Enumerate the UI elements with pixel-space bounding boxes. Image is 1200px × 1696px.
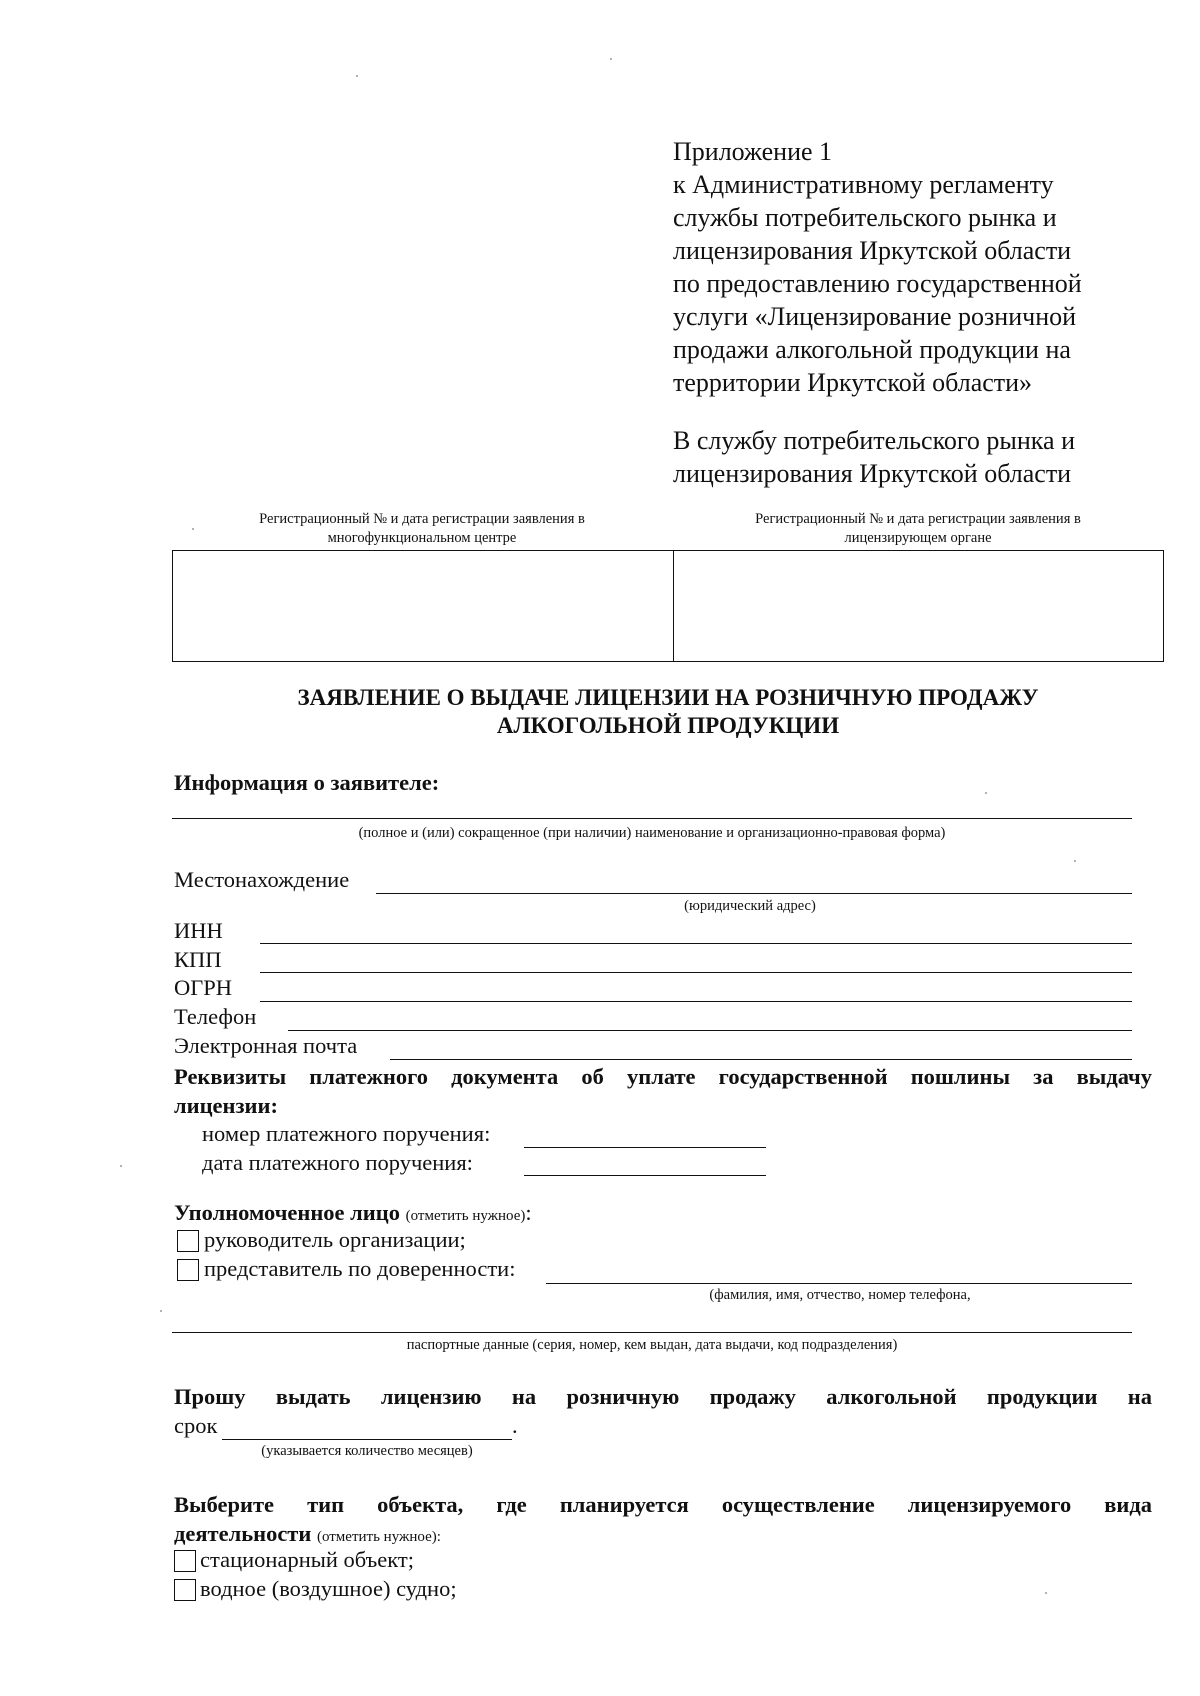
appendix-line: по предоставлению государственной [673,269,1082,298]
payment-heading-cont: лицензии: [174,1093,278,1118]
order-number-label: номер платежного поручения: [202,1121,491,1146]
authorized-heading-text: Уполномоченное лицо [174,1200,400,1225]
scan-speck [1045,1592,1047,1594]
order-number-field[interactable] [524,1147,766,1148]
object-type-heading-text: деятельности [174,1521,312,1546]
scan-speck [120,1165,122,1167]
stationary-object-label: стационарный объект; [200,1547,414,1572]
form-title [172,684,1164,740]
scan-speck [985,792,987,794]
representative-label: представитель по доверенности: [204,1256,516,1281]
email-label: Электронная почта [174,1033,358,1058]
stationary-object-checkbox[interactable] [174,1550,196,1572]
appendix-line: продажи алкогольной продукции на [673,335,1071,364]
term-label: срок [174,1413,218,1438]
mfc-registration-caption [172,510,672,548]
representative-caption: (фамилия, имя, отчество, номер телефона, [709,1287,971,1303]
scan-speck [160,1310,162,1312]
appendix-line: услуги «Лицензирование розничной [673,302,1077,331]
location-caption: (юридический адрес) [684,898,816,914]
authorized-heading [174,1200,532,1226]
passport-field[interactable] [172,1332,1132,1333]
appendix-line: Приложение 1 [673,137,833,166]
email-field[interactable] [390,1059,1132,1060]
caption-text: Регистрационный № и дата регистрации заявления в [755,511,1081,527]
addressee-line: лицензирования Иркутской области [673,459,1072,488]
caption-text: лицензирующем органе [844,530,992,546]
applicant-heading: Информация о заявителе: [174,770,440,795]
representative-checkbox[interactable] [177,1259,199,1281]
object-type-heading: Выберите тип объекта, где планируется осуществление лицензируемого вида [174,1492,1152,1517]
registration-box[interactable] [172,550,1164,662]
appendix-line: территории Иркутской области» [673,368,1033,397]
ogrn-field[interactable] [260,1001,1132,1002]
term-field[interactable] [222,1439,512,1440]
appendix-line: лицензирования Иркутской области [673,236,1072,265]
authorized-note: (отметить нужное) [405,1208,526,1224]
object-type-heading-cont [174,1521,441,1547]
scan-speck [356,75,358,77]
scan-speck [1074,860,1076,862]
location-field[interactable] [376,893,1132,894]
vessel-label: водное (воздушное) судно; [200,1576,457,1601]
vessel-checkbox[interactable] [174,1579,196,1601]
inn-label: ИНН [174,918,223,943]
object-type-note: (отметить нужное): [316,1529,441,1545]
order-date-label: дата платежного поручения: [202,1150,473,1175]
scan-speck [610,58,612,60]
licensing-registration-caption [672,510,1164,548]
term-caption: (указывается количество месяцев) [261,1443,473,1459]
form-title-line: ЗАЯВЛЕНИЕ О ВЫДАЧЕ ЛИЦЕНЗИИ НА РОЗНИЧНУЮ ПРОДАЖУ [297,685,1039,710]
authorized-colon: : [525,1200,532,1225]
payment-heading: Реквизиты платежного документа об уплате государственной пошлины за выдачу [174,1064,1152,1089]
ogrn-label: ОГРН [174,975,233,1000]
phone-field[interactable] [288,1030,1132,1031]
location-label: Местонахождение [174,867,350,892]
inn-field[interactable] [260,943,1132,944]
head-of-organization-checkbox[interactable] [177,1230,199,1252]
caption-text: Регистрационный № и дата регистрации заявления в [259,511,585,527]
representative-field[interactable] [546,1283,1132,1284]
passport-caption: паспортные данные (серия, номер, кем выдан, дата выдачи, код подразделения) [406,1337,898,1353]
kpp-field[interactable] [260,972,1132,973]
kpp-label: КПП [174,947,222,972]
order-date-field[interactable] [524,1175,766,1176]
applicant-name-caption: (полное и (или) сокращенное (при наличии) наименование и организационно-правовая форма) [358,825,946,841]
appendix-line: службы потребительского рынка и [673,203,1057,232]
head-of-organization-label: руководитель организации; [204,1227,466,1252]
form-title-line: АЛКОГОЛЬНОЙ ПРОДУКЦИИ [496,713,840,738]
registration-box-divider [673,551,674,661]
appendix-line: к Административному регламенту [673,170,1054,199]
term-dot: . [512,1413,518,1438]
phone-label: Телефон [174,1004,257,1029]
term-request: Прошу выдать лицензию на розничную продажу алкогольной продукции на [174,1384,1152,1409]
applicant-name-field[interactable] [172,818,1132,819]
caption-text: многофункциональном центре [327,530,517,546]
scan-speck [192,528,194,530]
addressee-line: В службу потребительского рынка и [673,426,1075,455]
